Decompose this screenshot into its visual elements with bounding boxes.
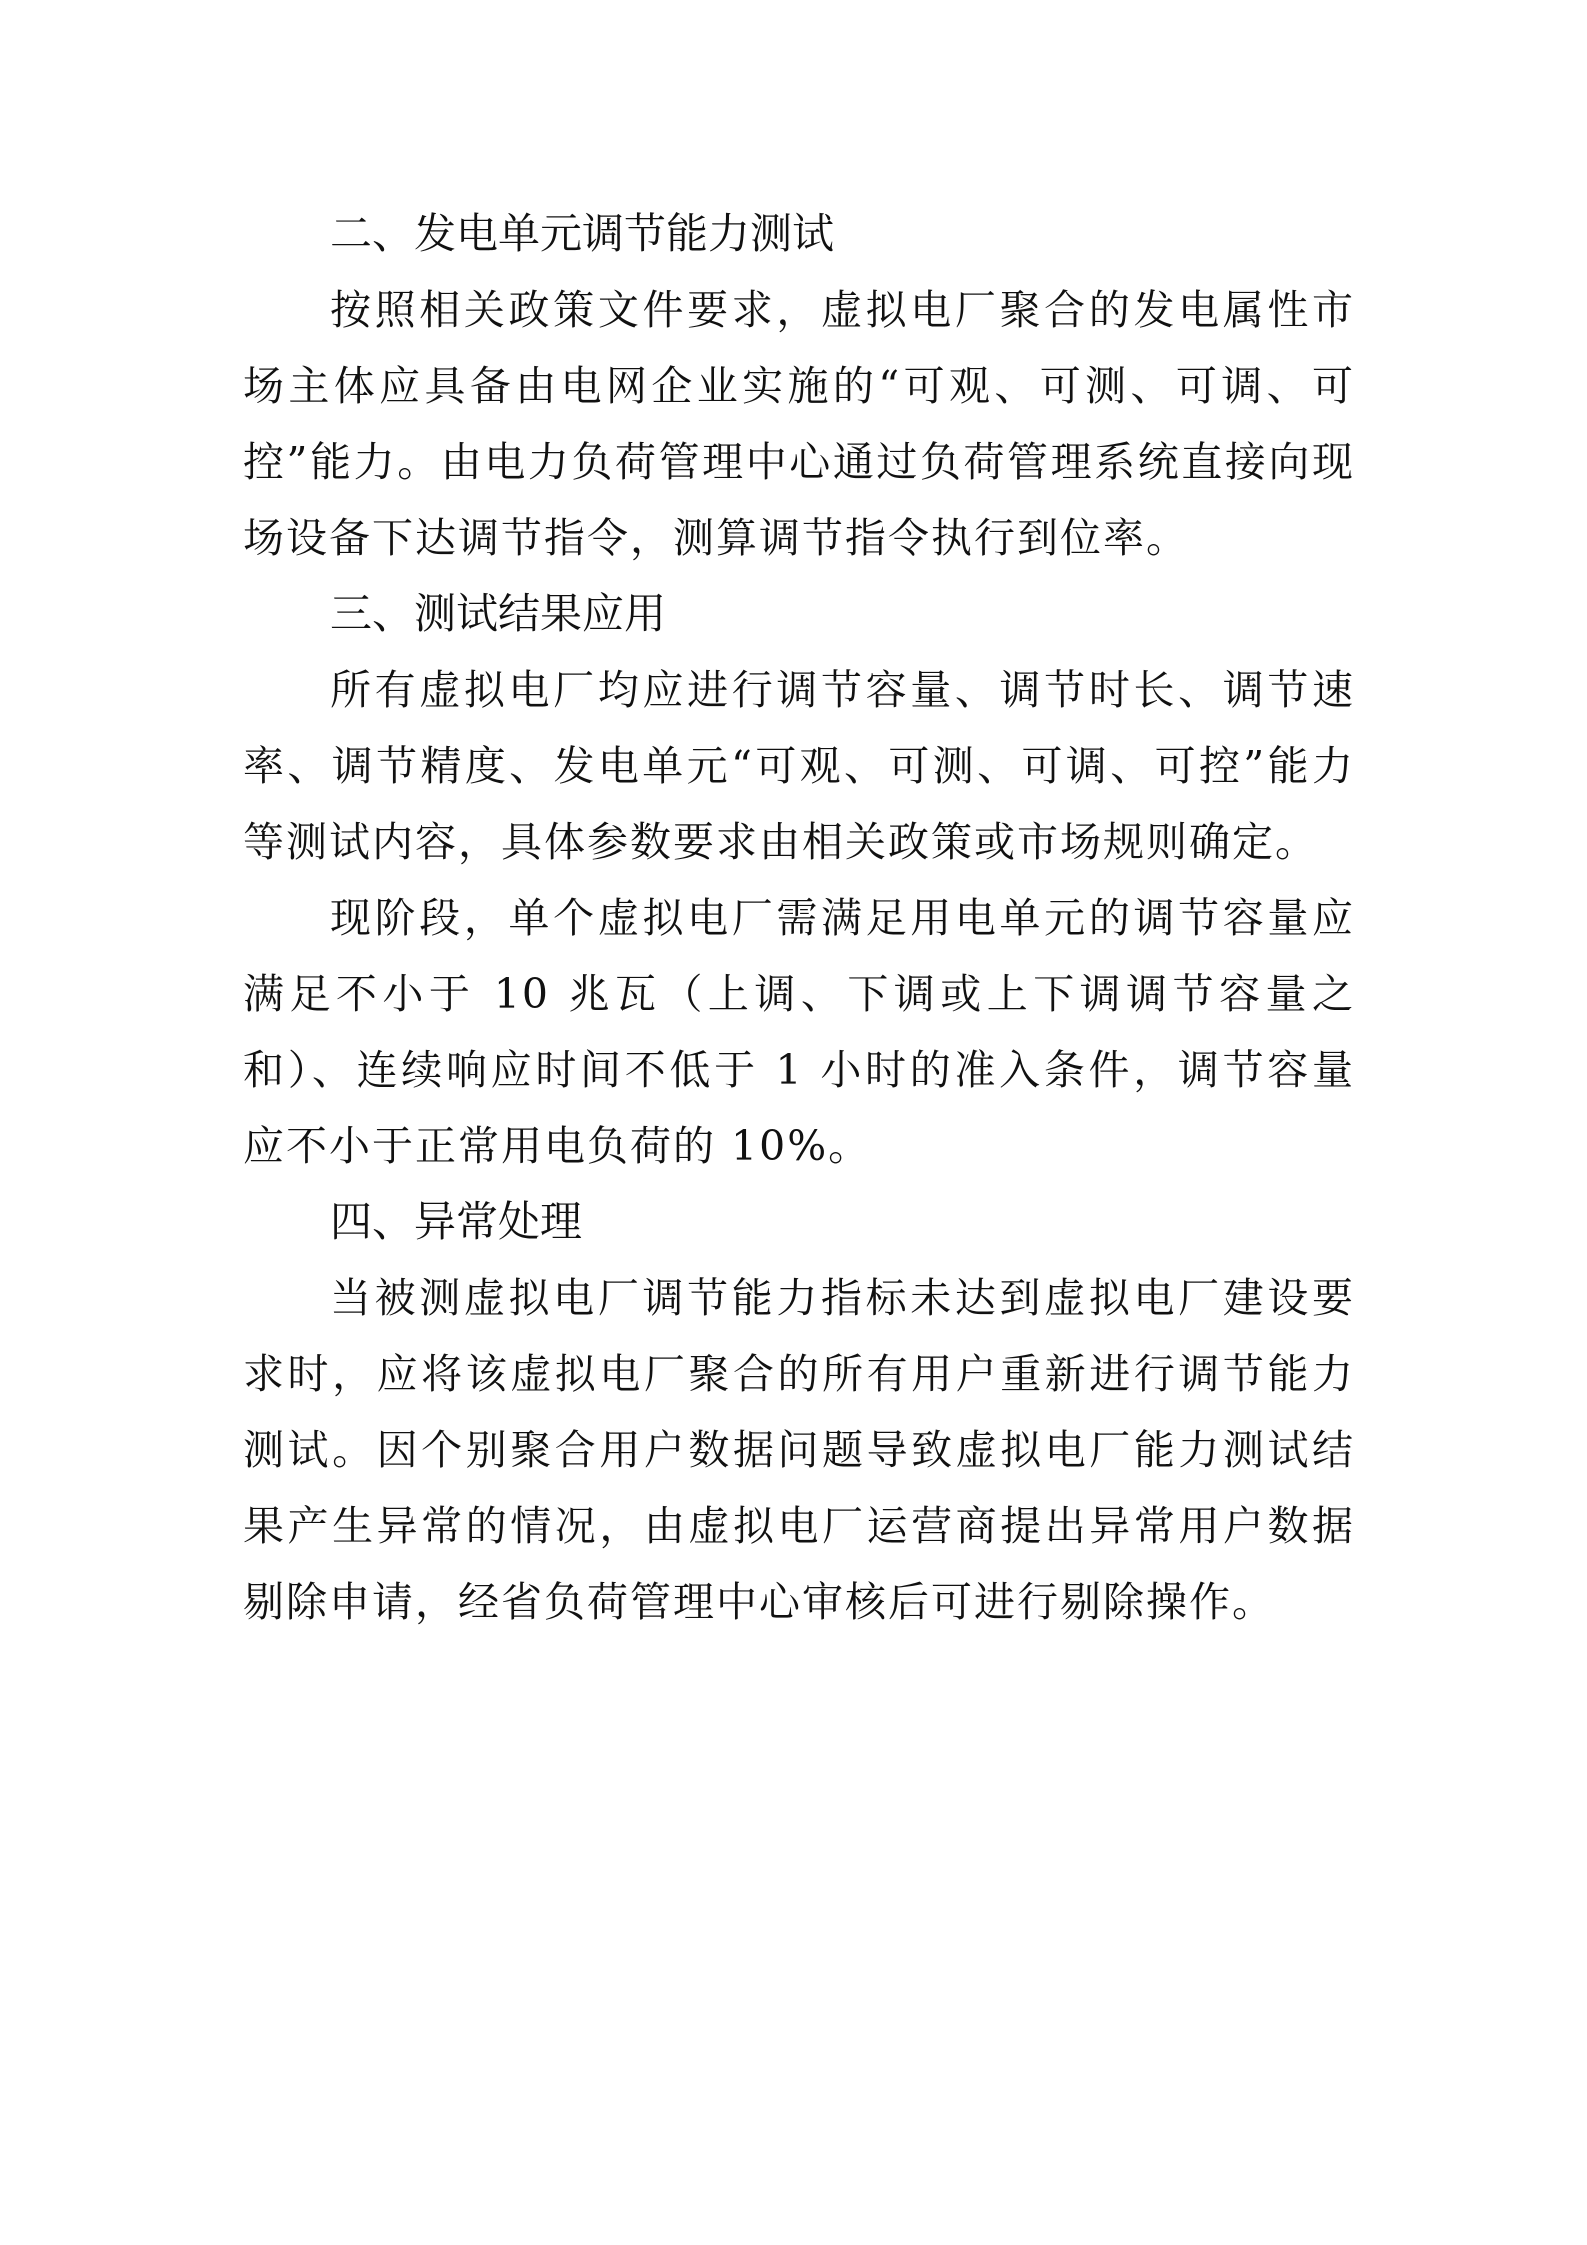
paragraph-generation-unit-requirements: 按照相关政策文件要求，虚拟电厂聚合的发电属性市场主体应具备由电网企业实施的“可观、可测、可调、可控”能力。由电力负荷管理中心通过负荷管理系统直接向现场设备下达调节指令，测算调节指令执行到位率。 bbox=[243, 286, 1355, 562]
paragraph-exception-handling: 当被测虚拟电厂调节能力指标未达到虚拟电厂建设要求时，应将该虚拟电厂聚合的所有用户重新进行调节能力测试。因个别聚合用户数据问题导致虚拟电厂能力测试结果产生异常的情况，由虚拟电厂运营商提出异常用户数据剔除申请，经省负荷管理中心审核后可进行剔除操作。 bbox=[243, 1274, 1355, 1626]
section-heading-exception-handling: 四、异常处理 bbox=[330, 1197, 583, 1246]
paragraph-test-contents: 所有虚拟电厂均应进行调节容量、调节时长、调节速率、调节精度、发电单元“可观、可测、可调、可控”能力等测试内容，具体参数要求由相关政策或市场规则确定。 bbox=[243, 666, 1355, 866]
section-heading-test-result-application: 三、测试结果应用 bbox=[330, 589, 667, 638]
section-heading-generation-unit-test: 二、发电单元调节能力测试 bbox=[330, 209, 835, 258]
document-body bbox=[243, 196, 1355, 1640]
paragraph-current-stage-conditions: 现阶段，单个虚拟电厂需满足用电单元的调节容量应满足不小于 10 兆瓦（上调、下调或上下调调节容量之和）、连续响应时间不低于 1 小时的准入条件，调节容量应不小于正常用电负荷的 10%。 bbox=[243, 894, 1355, 1170]
